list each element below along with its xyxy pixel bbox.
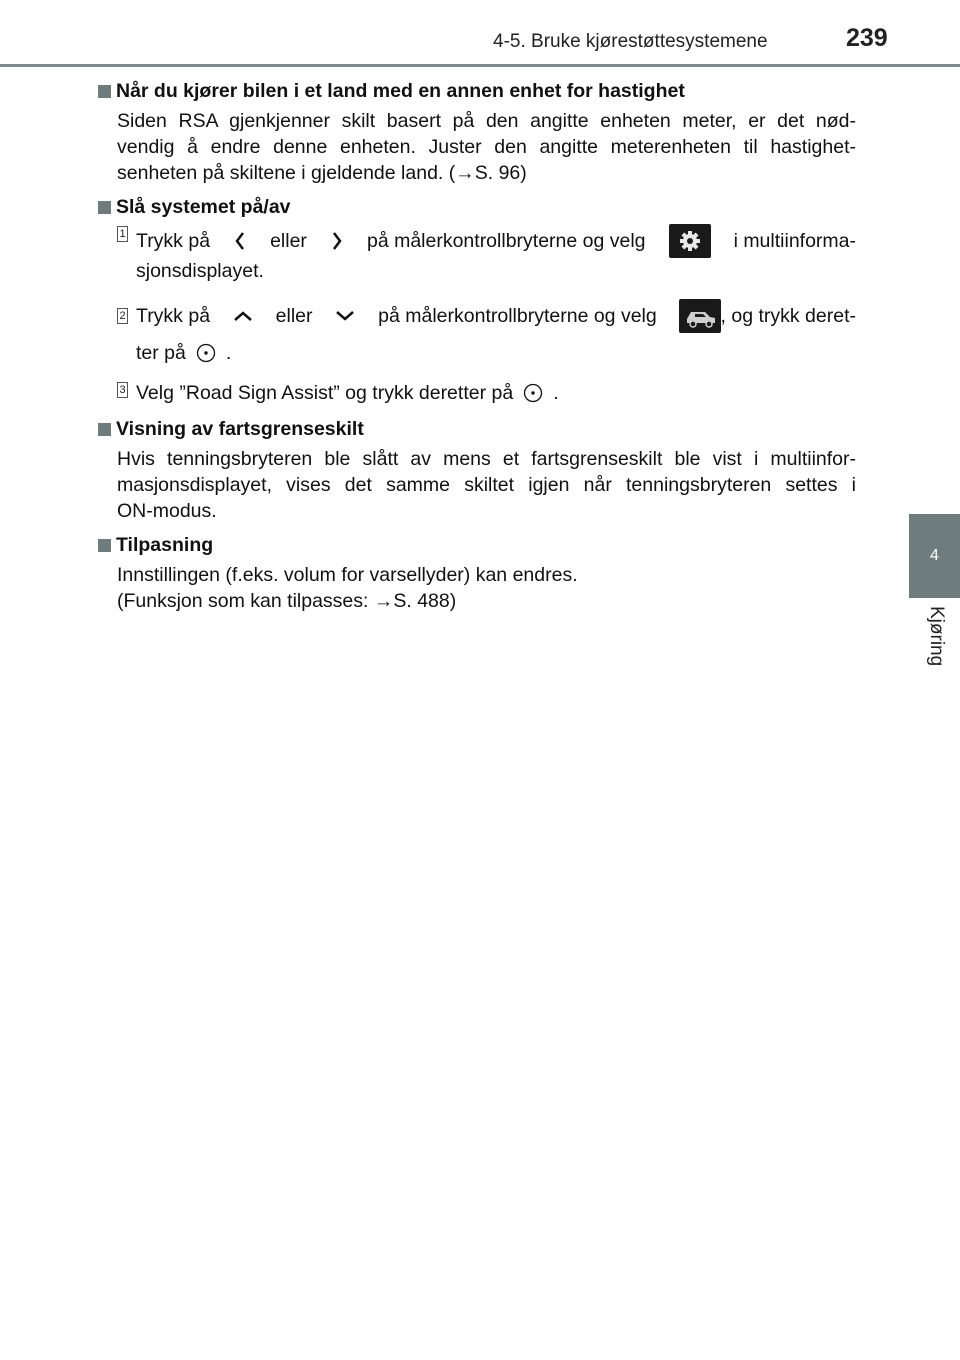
heading-text: Slå systemet på/av <box>116 196 291 218</box>
paragraph-line: vendig å endre denne enheten. Juster den angitte meterenheten til hastighet- <box>117 136 856 158</box>
square-bullet-icon <box>98 423 111 436</box>
section-heading-display <box>98 416 856 442</box>
chapter-tab <box>909 514 960 598</box>
paragraph-unit <box>117 108 856 186</box>
ok-button-icon <box>523 383 543 403</box>
paragraph-line: Hvis tenningsbryteren ble slått av mens et fartsgrenseskilt ble vist i multiinfor- <box>117 448 856 470</box>
paragraph-line: masjonsdisplayet, vises det samme skiltet igjen når tenningsbryteren settes i <box>117 474 856 496</box>
gear-icon <box>669 224 711 258</box>
step-text: eller <box>270 230 307 252</box>
step-text: Trykk på <box>136 305 211 327</box>
page-number: 239 <box>846 24 888 52</box>
paragraph-line: Siden RSA gjenkjenner skilt basert på den angitte enheten meter, er det nød- <box>117 110 856 132</box>
paragraph-line: ON-modus. <box>117 500 217 522</box>
step-text: ter på <box>136 342 186 364</box>
section-heading-unit <box>98 78 856 104</box>
step-text: Trykk på <box>136 230 211 252</box>
chevron-left-icon <box>233 230 247 252</box>
step-text: på målerkontrollbryterne og velg <box>366 230 646 252</box>
heading-text: Når du kjører bilen i et land med en annen enhet for hastighet <box>116 80 685 102</box>
square-bullet-icon <box>98 539 111 552</box>
step-text: Velg ”Road Sign Assist” og trykk deretter på <box>136 382 514 404</box>
step-3 <box>98 380 856 406</box>
heading-text: Visning av fartsgrenseskilt <box>116 418 364 440</box>
chevron-right-icon <box>330 230 344 252</box>
paragraph-line: Innstillingen (f.eks. volum for varsellyder) kan endres. <box>117 564 578 586</box>
section-heading-custom <box>98 532 856 558</box>
chapter-number: 4 <box>930 547 939 564</box>
step-text: . <box>553 382 559 404</box>
step-number: 1 <box>117 226 128 242</box>
step-text: , og trykk deret- <box>720 305 856 327</box>
square-bullet-icon <box>98 201 111 214</box>
square-bullet-icon <box>98 85 111 98</box>
paragraph-line: senheten på skiltene i gjeldende land. (→S. 96) <box>117 162 527 184</box>
step-text: på målerkontrollbryterne og velg <box>378 305 657 327</box>
step-text: sjonsdisplayet. <box>136 260 264 282</box>
chevron-up-icon <box>232 309 254 323</box>
heading-text: Tilpasning <box>116 534 214 556</box>
step-text: i multiinforma- <box>733 230 856 252</box>
chevron-down-icon <box>334 309 356 323</box>
header-rule <box>0 64 960 67</box>
paragraph-display <box>117 446 856 524</box>
section-title: 4-5. Bruke kjørestøttesystemene <box>493 31 768 52</box>
step-text: . <box>225 342 232 364</box>
step-2 <box>98 296 856 370</box>
step-number: 3 <box>117 382 128 398</box>
step-1 <box>98 224 856 284</box>
chapter-label: Kjøring <box>926 606 947 667</box>
ok-button-icon <box>196 343 216 363</box>
step-number: 2 <box>117 308 128 324</box>
section-heading-onoff <box>98 194 856 220</box>
page-content <box>98 78 856 622</box>
paragraph-custom <box>117 562 856 614</box>
step-text: eller <box>275 305 313 327</box>
car-icon <box>679 299 721 333</box>
paragraph-line: (Funksjon som kan tilpasses: →S. 488) <box>117 590 457 612</box>
